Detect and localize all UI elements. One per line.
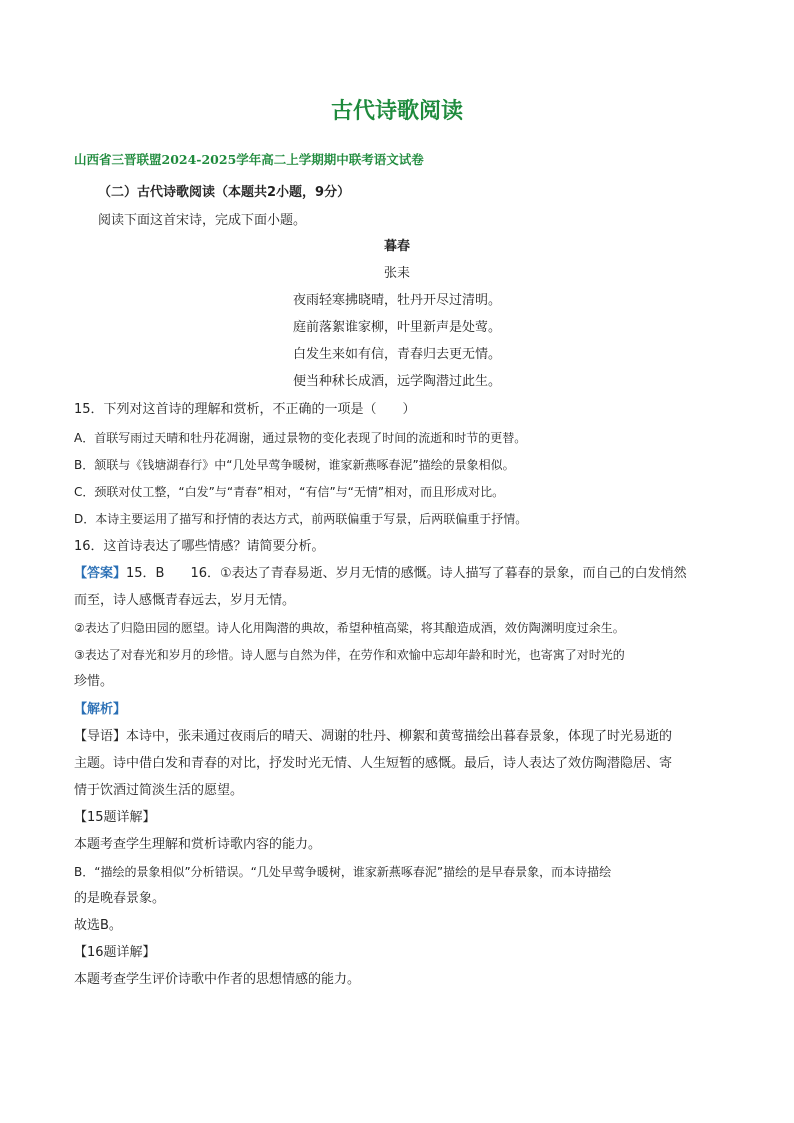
- analysis-line: 情于饮酒过简淡生活的愿望。: [74, 783, 244, 798]
- option-b: B．颔联与《钱塘湖春行》中“几处早莺争暖树，谁家新燕啄春泥”描绘的景象相似。: [74, 458, 515, 472]
- answer-text: 15．B 16．①表达了青春易逝、岁月无情的感慨。诗人描写了暮春的景象，而自己的白发悄然: [126, 566, 687, 581]
- analysis-line: 本题考查学生评价诗歌中作者的思想情感的能力。: [74, 972, 361, 987]
- poem-line: 白发生来如有信，青春归去更无情。: [292, 347, 501, 362]
- poem-title: 暮春: [383, 239, 410, 254]
- poem-author: 张耒: [383, 266, 410, 281]
- answer-line: 而至，诗人感慨青春远去，岁月无情。: [74, 593, 296, 608]
- analysis-tag: 【解析】: [74, 702, 127, 717]
- poem-line: 夜雨轻寒拂晓晴，牡丹开尽过清明。: [292, 293, 501, 308]
- detail-15-tag: 【15题详解】: [74, 810, 156, 825]
- analysis-line: 故选B。: [74, 918, 122, 933]
- question-15-stem: 15．下列对这首诗的理解和赏析，不正确的一项是（ ）: [74, 402, 416, 417]
- question-16-stem: 16．这首诗表达了哪些情感？请简要分析。: [74, 539, 325, 554]
- answer-line: ②表达了归隐田园的愿望。诗人化用陶潜的典故，希望种植高粱，将其酿造成酒，效仿陶渊明度过余生。: [74, 621, 625, 635]
- analysis-line: 主题。诗中借白发和青春的对比，抒发时光无情、人生短暂的感慨。最后，诗人表达了效仿陶潜隐居、寄: [74, 756, 673, 771]
- section-heading: （二）古代诗歌阅读（本题共2小题，9分）: [98, 185, 351, 200]
- detail-16-tag: 【16题详解】: [74, 945, 156, 960]
- instruction: 阅读下面这首宋诗，完成下面小题。: [98, 213, 307, 228]
- option-c: C．颈联对仗工整，“白发”与“青春”相对，“有信”与“无情”相对，而且形成对比。: [74, 485, 505, 499]
- option-d: D．本诗主要运用了描写和抒情的表达方式，前两联偏重于写景，后两联偏重于抒情。: [74, 512, 528, 526]
- analysis-line: 【导语】本诗中，张耒通过夜雨后的晴天、凋谢的牡丹、柳絮和黄莺描绘出暮春景象，体现了时光易逝的: [74, 729, 673, 744]
- analysis-line: B．“描绘的景象相似”分析错误。“几处早莺争暖树，谁家新燕啄春泥”描绘的是早春景象，而本诗描绘: [74, 865, 612, 879]
- option-a: A．首联写雨过天晴和牡丹花凋谢，通过景物的变化表现了时间的流逝和时节的更替。: [74, 431, 527, 445]
- page-title: 古代诗歌阅读: [330, 98, 463, 124]
- answer-line: [74, 565, 687, 583]
- analysis-line: 本题考查学生理解和赏析诗歌内容的能力。: [74, 837, 322, 852]
- poem-line: 便当种秫长成酒，远学陶潜过此生。: [292, 374, 501, 389]
- answer-line: ③表达了对春光和岁月的珍惜。诗人愿与自然为伴，在劳作和欢愉中忘却年龄和时光，也寄寓了对时光的: [74, 648, 625, 662]
- poem-line: 庭前落絮谁家柳，叶里新声是处莺。: [292, 320, 501, 335]
- answer-tag: 【答案】: [74, 566, 127, 581]
- analysis-line: 的是晚春景象。: [74, 891, 166, 906]
- answer-line: 珍惜。: [74, 674, 114, 689]
- source-line: 山西省三晋联盟2024-2025学年高二上学期期中联考语文试卷: [74, 152, 424, 167]
